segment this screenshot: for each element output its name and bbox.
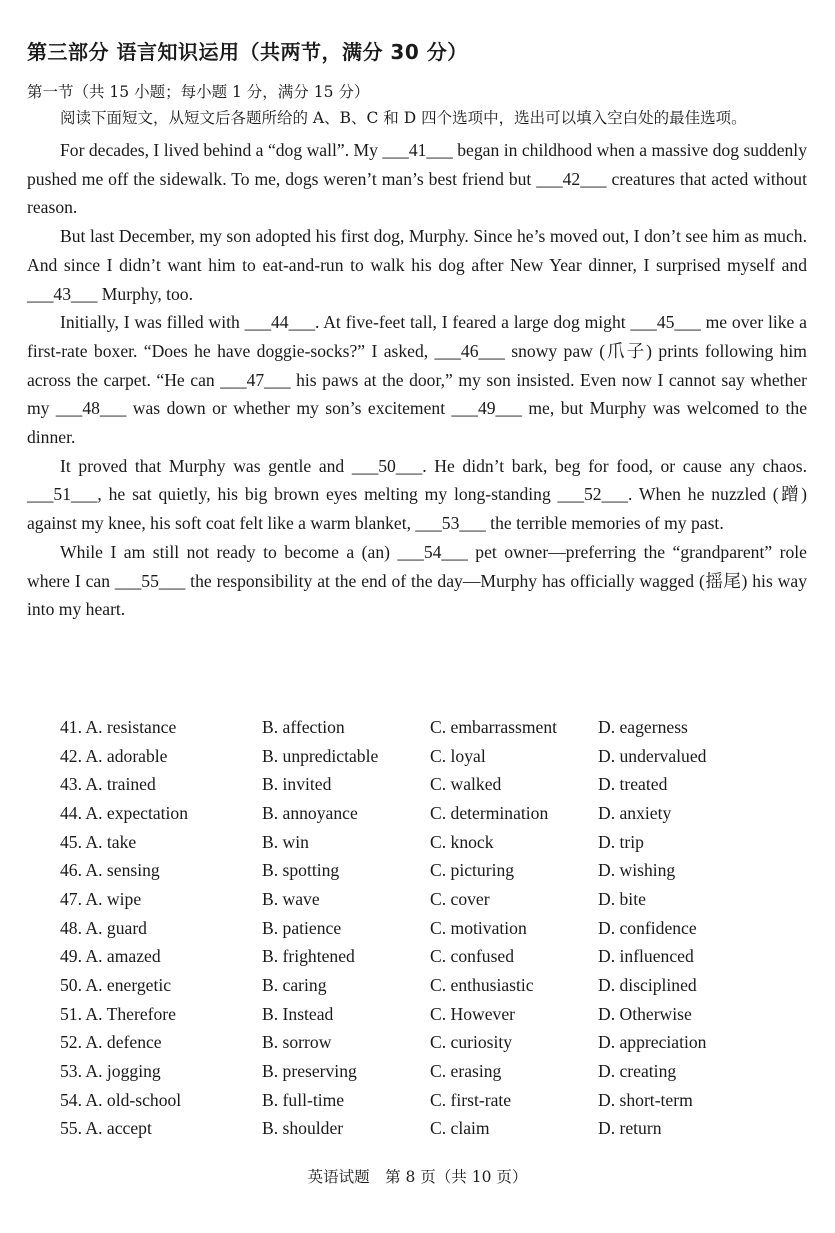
option-d: D. bite [598,888,646,909]
question-row [60,770,780,799]
option-b: B. preserving [262,1061,357,1082]
option-c: C. determination [430,802,549,823]
option-a: 54. A. old-school [60,1089,182,1110]
option-b: B. annoyance [262,802,358,823]
option-a: 41. A. resistance [60,716,177,737]
passage-paragraph: While I am still not ready to become a (an) ___54___ pet owner—preferring the “grandparent” role where I can ___55___ the responsibility at the end of the day—Murphy has officially wagged (摇尾) his way into my heart. [27,541,807,620]
question-row [60,856,780,885]
option-d: D. undervalued [598,745,707,766]
option-c: C. embarrassment [430,716,558,737]
option-d: D. trip [598,831,644,852]
question-row [60,943,780,972]
option-a: 53. A. jogging [60,1061,161,1082]
option-b: B. sorrow [262,1032,332,1053]
part-title: 第三部分 语言知识运用（共两节，满分 30 分） [27,40,468,64]
option-a: 42. A. adorable [60,745,168,766]
option-b: B. full-time [262,1089,345,1110]
page-footer: 英语试题 第 8 页（共 10 页） [307,1168,528,1186]
option-d: D. confidence [598,917,697,938]
question-row [60,1029,780,1058]
option-c: C. enthusiastic [430,975,534,996]
option-d: D. creating [598,1061,677,1082]
option-b: B. wave [262,888,320,909]
question-row [60,1086,780,1115]
option-b: B. affection [262,716,345,737]
passage [27,136,807,624]
question-row [60,742,780,771]
option-a: 55. A. accept [60,1118,152,1139]
option-b: B. frightened [262,946,355,967]
option-a: 52. A. defence [60,1032,162,1053]
passage-paragraph: But last December, my son adopted his first dog, Murphy. Since he’s moved out, I don’t see him as much. And since I didn’t want him to eat-and-run to walk his dog after New Year dinner, I surprised myself and ___43___ Murphy, too. [27,226,807,304]
option-c: C. confused [430,946,515,967]
question-row [60,1057,780,1086]
instruction-text: 阅读下面短文，从短文后各题所给的 A、B、C 和 D 四个选项中，选出可以填入空白处的最佳选项。 [60,109,747,127]
option-d: D. wishing [598,860,676,881]
option-d: D. return [598,1118,662,1139]
option-b: B. patience [262,917,342,938]
option-a: 47. A. wipe [60,888,142,909]
option-b: B. win [262,831,309,852]
option-a: 44. A. expectation [60,802,189,823]
option-d: D. influenced [598,946,694,967]
option-a: 46. A. sensing [60,860,160,881]
option-d: D. Otherwise [598,1003,692,1024]
option-a: 48. A. guard [60,917,147,938]
option-a: 50. A. energetic [60,975,172,996]
question-row [60,914,780,943]
question-row [60,713,780,742]
option-a: 49. A. amazed [60,946,161,967]
option-b: B. Instead [262,1003,334,1024]
option-c: C. claim [430,1118,490,1139]
option-d: D. appreciation [598,1032,707,1053]
passage-paragraph: For decades, I lived behind a “dog wall”. My ___41___ began in childhood when a massive dog suddenly pushed me off the sidewalk. To me, dogs weren’t man’s best friend but ___42___ creatures that acted without reason. [27,140,807,218]
option-b: B. caring [262,975,327,996]
question-row [60,885,780,914]
option-c: C. loyal [430,745,486,766]
answer-options [60,713,780,1143]
option-a: 45. A. take [60,831,137,852]
option-d: D. treated [598,774,668,795]
option-c: C. first-rate [430,1089,512,1110]
option-d: D. eagerness [598,716,688,737]
option-c: C. curiosity [430,1032,513,1053]
option-b: B. unpredictable [262,745,379,766]
passage-paragraph: It proved that Murphy was gentle and ___50___. He didn’t bark, beg for food, or cause any chaos. ___51___, he sat quietly, his big brown eyes melting my long-standing ___52___. When he nuzzled (蹭) against my knee, his soft coat felt like a warm blanket, ___53___ the terrible memories of my past. [27,455,807,534]
option-c: C. cover [430,888,490,909]
option-a: 51. A. Therefore [60,1003,176,1024]
option-d: D. anxiety [598,802,672,823]
option-c: C. knock [430,831,494,852]
option-c: C. walked [430,774,502,795]
question-row [60,1115,780,1144]
option-b: B. spotting [262,860,340,881]
option-a: 43. A. trained [60,774,156,795]
passage-paragraph: Initially, I was filled with ___44___. At five-feet tall, I feared a large dog might ___45___ me over like a first-rate boxer. “Does he have doggie-socks?” I asked, ___46___ snowy paw (爪子) prints following him across the carpet. “He can ___47___ his paws at the door,” my son insisted. Even now I cannot say whether my ___48___ was down or whether my son’s excitement ___49___ me, but Murphy was welcomed to the dinner. [27,312,807,448]
question-row [60,799,780,828]
question-row [60,1000,780,1029]
section-title: 第一节（共 15 小题；每小题 1 分，满分 15 分） [27,83,370,101]
option-d: D. short-term [598,1089,693,1110]
option-c: C. picturing [430,860,515,881]
option-c: C. erasing [430,1061,502,1082]
question-row [60,828,780,857]
option-b: B. invited [262,774,332,795]
option-c: C. motivation [430,917,527,938]
option-c: C. However [430,1003,516,1024]
question-row [60,971,780,1000]
option-d: D. disciplined [598,975,697,996]
option-b: B. shoulder [262,1118,344,1139]
